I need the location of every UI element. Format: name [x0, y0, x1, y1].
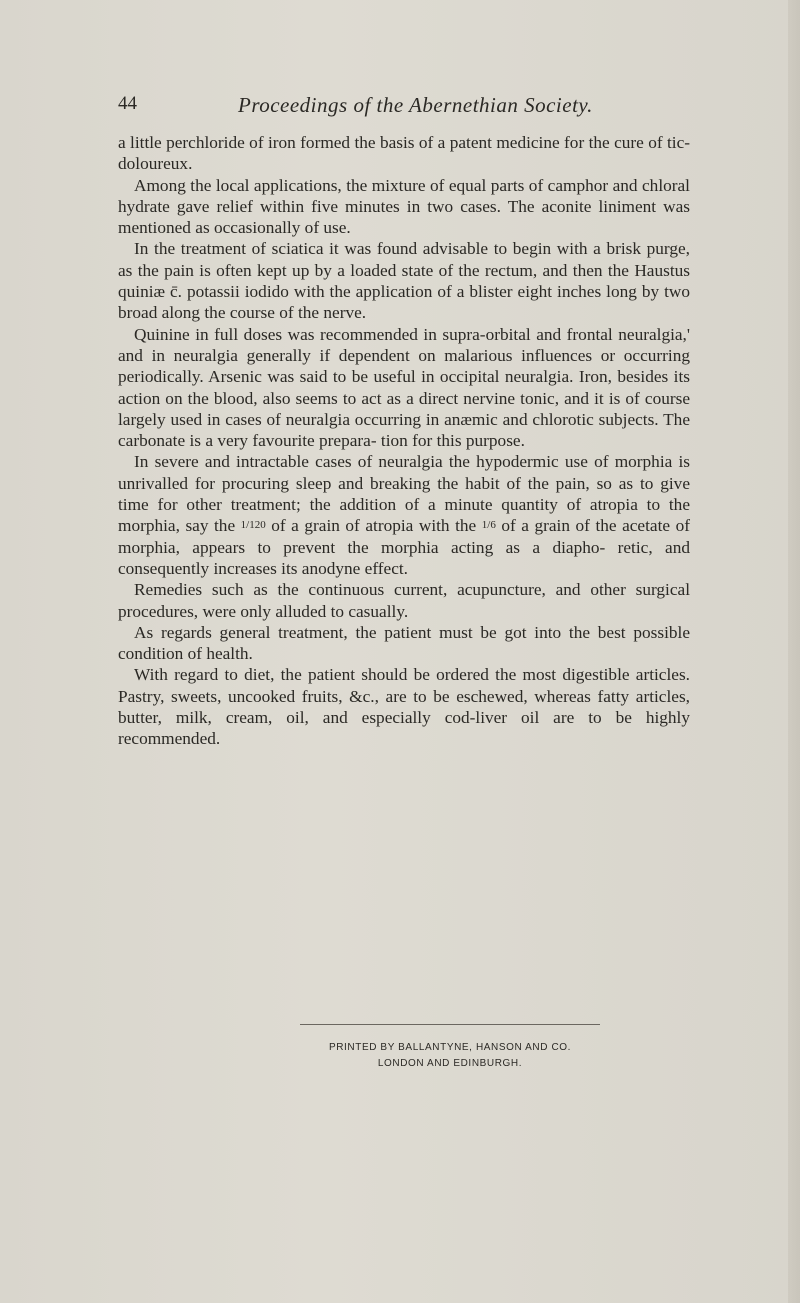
paragraph-8: With regard to diet, the patient should be ordered the most digestible articles. Pastry, sweets, uncooked fruits, &c., are to be eschewed, whereas fatty articles, butter, milk, cream, oil, and especially cod-liver oil are to be highly recommended. — [118, 665, 690, 749]
printer-imprint — [270, 1010, 630, 1072]
paragraph-1: a little perchloride of iron formed the basis of a patent medicine for the cure of tic-doloureux. — [118, 133, 690, 174]
paragraph-5-tail: of a grain of the acetate of morphia, appears to prevent the morphia acting as a diapho- retic, and consequently increases its anodyne effect. — [118, 516, 690, 578]
paragraph-5-mid: of a grain of atropia with the — [265, 516, 482, 536]
paragraph-5-lead: In severe and intractable cases of neuralgia the hypodermic use of morphia is unrivalled for procuring sleep and breaking the habit of the pain, so as to give time for other treatment; the addition of a minute quantity of atropia to the morphia, say the — [118, 452, 690, 536]
imprint-line-2: LONDON AND EDINBURGH. — [377, 1058, 523, 1069]
paragraph-7: As regards general treatment, the patient must be got into the best possible condition of health. — [118, 622, 690, 664]
page-header — [118, 93, 678, 121]
morphia-fraction: 1/6 — [481, 519, 496, 532]
running-title: Proceedings of the Abernethian Society. — [238, 93, 593, 117]
atropia-fraction: 1/120 — [240, 519, 266, 532]
page-number: 44 — [118, 93, 137, 114]
paragraph-2: Among the local applications, the mixture of equal parts of camphor and chloral hydrate gave relief within five minutes in two cases. The aconite liniment was mentioned as occasionally of use. — [118, 175, 690, 238]
paragraph-6: Remedies such as the continuous current, acupuncture, and other surgical procedures, were only alluded to casually. — [118, 580, 690, 621]
body-text — [118, 132, 690, 750]
paragraph-4: Quinine in full doses was recommended in supra-orbital and frontal neuralgia,' and in neuralgia generally if dependent on malarious influences or occurring periodically. Arsenic was said to be useful in occipital neuralgia. Iron, besides its action on the blood, also seems to act as a direct nervine tonic, and it is of course largely used in cases of neuralgia occurring in anæmic and chlorotic subjects. The carbonate is a very favourite prepara- tion for this purpose. — [118, 324, 690, 451]
paragraph-5 — [118, 451, 690, 579]
imprint-line-1: PRINTED BY BALLANTYNE, HANSON AND CO. — [328, 1042, 572, 1053]
paragraph-3: In the treatment of sciatica it was found advisable to begin with a brisk purge, as the pain is often kept up by a loaded state of the rectum, and then the Haustus quiniæ c̄. potassii iodido with the application of a blister eight inches long by two broad along the course of the nerve. — [118, 239, 690, 323]
page-edge-shadow — [788, 0, 800, 1303]
